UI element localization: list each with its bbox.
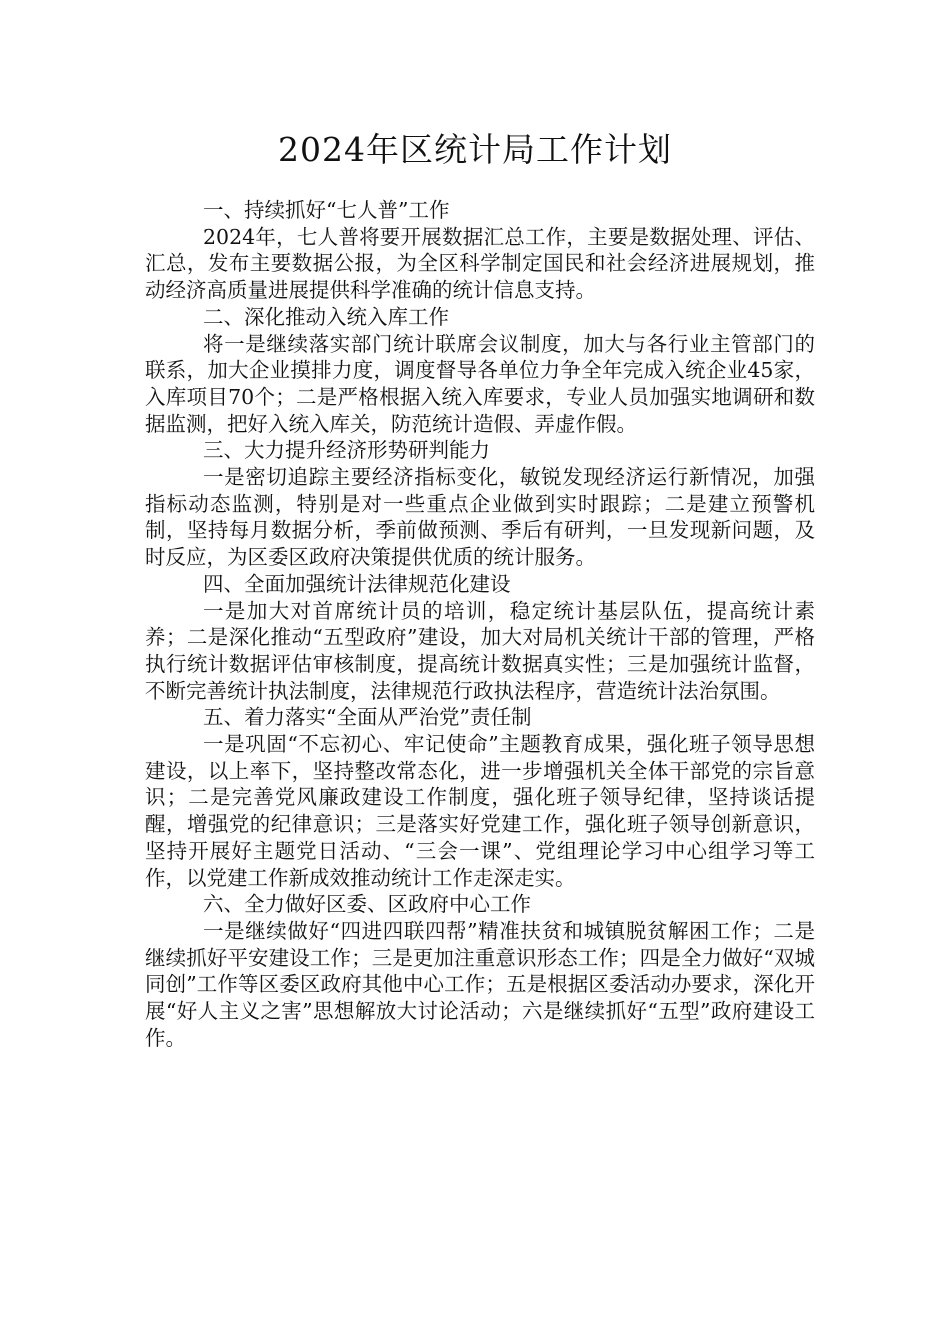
- section-heading-3: 三、大力提升经济形势研判能力: [203, 438, 490, 463]
- section-heading-1: 一、持续抓好“七人普”工作: [203, 198, 450, 222]
- section-heading-6: 六、全力做好区委、区政府中心工作: [203, 892, 531, 917]
- section-paragraph-6: 一是继续做好“四进四联四帮”精准扶贫和城镇脱贫解困工作；二是继续抓好平安建设工作；三是更加注重意识形态工作；四是全力做好“双城同创”工作等区委区政府其他中心工作；五是根据区委活动办要求，深化开展“好人主义之害”思想解放大讨论活动；六是继续抓好“五型”政府建设工作。: [145, 918, 815, 1050]
- section-heading-4: 四、全面加强统计法律规范化建设: [203, 571, 511, 596]
- section-heading-5: 五、着力落实“全面从严治党”责任制: [203, 705, 532, 730]
- document-body: [145, 197, 815, 1052]
- document-title: 2024年区统计局工作计划: [278, 130, 672, 169]
- section-paragraph-3: 一是密切追踪主要经济指标变化，敏锐发现经济运行新情况，加强指标动态监测，特别是对一些重点企业做到实时跟踪；二是建立预警机制，坚持每月数据分析，季前做预测、季后有研判，一旦发现新问题，及时反应，为区委区政府决策提供优质的统计服务。: [145, 465, 815, 570]
- section-paragraph-2: 将一是继续落实部门统计联席会议制度，加大与各行业主管部门的联系，加大企业摸排力度，调度督导各单位力争全年完成入统企业45家，入库项目70个；二是严格根据入统入库要求，专业人员加强实地调研和数据监测，把好入统入库关，防范统计造假、弄虚作假。: [145, 331, 815, 436]
- section-heading-2: 二、深化推动入统入库工作: [203, 304, 449, 329]
- section-paragraph-4: 一是加大对首席统计员的培训，稳定统计基层队伍，提高统计素养；二是深化推动“五型政府”建设，加大对局机关统计干部的管理，严格执行统计数据评估审核制度，提高统计数据真实性；三是加强统计监督，不断完善统计执法制度，法律规范行政执法程序，营造统计法治氛围。: [145, 598, 815, 703]
- section-paragraph-5: 一是巩固“不忘初心、牢记使命”主题教育成果，强化班子领导思想建设，以上率下，坚持整改常态化，进一步增强机关全体干部党的宗旨意识；二是完善党风廉政建设工作制度，强化班子领导纪律，坚持谈话提醒，增强党的纪律意识；三是落实好党建工作，强化班子领导创新意识，坚持开展好主题党日活动、“三会一课”、党组理论学习中心组学习等工作，以党建工作新成效推动统计工作走深走实。: [145, 732, 815, 890]
- section-paragraph-1: 2024年，七人普将要开展数据汇总工作，主要是数据处理、评估、汇总，发布主要数据公报，为全区科学制定国民和社会经济进展规划，推动经济高质量进展提供科学准确的统计信息支持。: [145, 224, 815, 303]
